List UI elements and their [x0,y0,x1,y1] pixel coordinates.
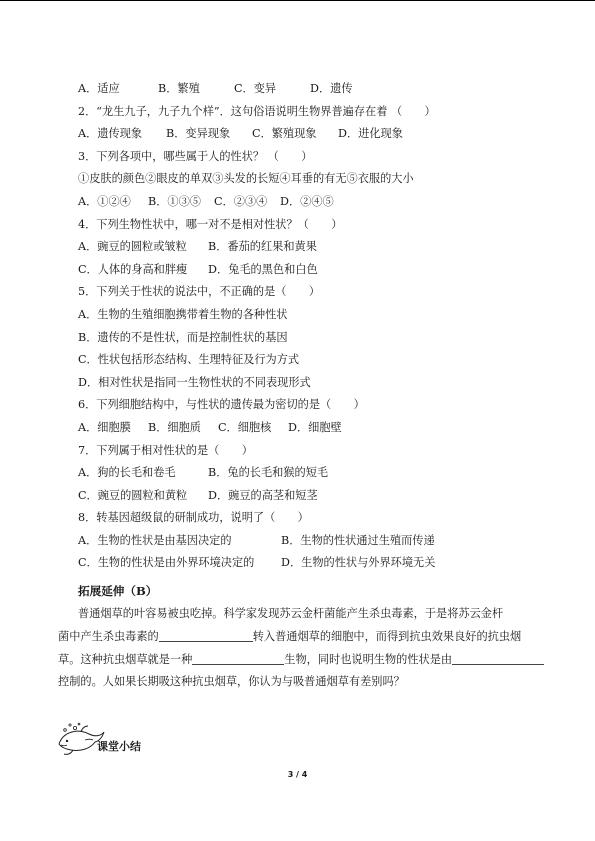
question-list [78,78,518,575]
question-line: B．遗传的不是性状，而是控制性状的基因 [78,330,288,344]
extension-line-2-end: 转入普通烟草的细胞中，而得到抗虫效果良好的抗虫烟 [252,629,522,643]
answer-option[interactable]: B．①③⑤ [148,194,201,208]
option-row [78,236,518,259]
answer-option[interactable]: D．②④⑤ [280,194,334,208]
option-row [78,417,518,440]
extension-line-4: 控制的。人如果长期吸这种抗虫烟草，你认为与吸普通烟草有差别吗？ [58,675,405,689]
page-number: 3 / 4 [287,770,308,779]
option-row [78,530,518,553]
option-row [78,259,518,282]
answer-option[interactable]: D．遗传 [310,82,353,95]
question-line: ①皮肤的颜色②眼皮的单双③头发的长短④耳垂的有无⑤衣服的大小 [78,172,414,186]
extension-paragraph [58,603,522,694]
answer-option[interactable]: C．②③④ [214,194,268,208]
page-top-rule [0,0,595,1]
answer-option[interactable]: A．生物的性状是由基因决定的 [78,533,232,547]
answer-option[interactable]: A．狗的长毛和卷毛 [78,466,176,480]
question-line: 8．转基因超级鼠的研制成功，说明了（ ） [78,511,309,525]
answer-option[interactable]: D．兔毛的黑色和白色 [208,262,318,276]
answer-option[interactable]: A．豌豆的圆粒或皱粒 [78,240,187,254]
answer-option[interactable]: A．①②④ [78,194,131,208]
extension-line-3-mid: 生物，同时也说明生物的性状是由 [284,652,453,666]
answer-blank-2[interactable] [192,650,284,665]
answer-option[interactable]: B．细胞质 [148,420,201,434]
answer-option[interactable]: B．番茄的红果和黄果 [208,240,317,254]
question-line: C．性状包括形态结构、生理特征及行为方式 [78,353,300,367]
answer-option[interactable]: B．变异现象 [166,127,231,141]
answer-blank-1[interactable] [159,627,253,642]
answer-option[interactable]: D．进化现象 [338,127,403,141]
extension-line-3-start: 草。这种抗虫烟草就是一种 [58,652,193,666]
question-line: 4．下列生物性状中，哪一对不是相对性状？（ ） [78,217,343,231]
question-line: 5．下列关于性状的说法中，不正确的是（ ） [78,285,321,299]
class-summary [55,722,141,756]
option-row [78,462,518,485]
answer-option[interactable]: D．细胞壁 [288,420,342,434]
answer-option[interactable]: B．繁殖 [158,82,200,95]
extension-line-1: 普通烟草的叶容易被虫吃掉。科学家发现苏云金杆菌能产生杀虫毒素，于是将苏云金杆 [78,607,504,620]
answer-option[interactable]: C．变异 [234,82,277,95]
answer-option[interactable]: A．适应 [78,82,120,95]
question-line: 3．下列各项中，哪些属于人的性状？ （ ） [78,149,313,163]
answer-option[interactable]: B．兔的长毛和猴的短毛 [208,466,329,480]
answer-option[interactable]: A．遗传现象 [78,127,143,141]
answer-option[interactable]: C．生物的性状是由外界环境决定的 [78,556,255,570]
question-line: 7．下列属于相对性状的是（ ） [78,443,253,457]
extension-line-3 [58,649,518,672]
answer-option[interactable]: C．细胞核 [218,420,272,434]
answer-option[interactable]: D．豌豆的高茎和短茎 [208,488,318,502]
option-row [78,78,518,101]
answer-option[interactable]: C．人体的身高和胖瘦 [78,262,188,276]
answer-option[interactable]: B．生物的性状通过生殖而传递 [281,533,435,547]
question-line: 2．“龙生九子，九子九个样”．这句俗语说明生物界普遍存在着 （ ） [78,104,436,118]
question-line: D．相对性状是指同一生物性状的不同表现形式 [78,375,311,389]
option-row [78,191,518,214]
answer-option[interactable]: C．豌豆的圆粒和黄粒 [78,488,188,502]
answer-blank-3[interactable] [452,650,544,665]
option-row [78,485,518,508]
question-line: 6．下列细胞结构中，与性状的遗传最为密切的是（ ） [78,398,365,412]
extension-line-2 [58,626,522,649]
summary-label: 课堂小结 [97,740,141,753]
option-row [78,123,518,146]
answer-option[interactable]: A．细胞膜 [78,420,131,434]
answer-option[interactable]: C．繁殖现象 [252,127,317,141]
option-row [78,552,518,575]
extension-line-2-start: 菌中产生杀虫毒素的 [58,629,159,643]
question-line: A．生物的生殖细胞携带着生物的各种性状 [78,307,288,321]
answer-option[interactable]: D．生物的性状与外界环境无关 [281,556,436,570]
extension-title: 拓展延伸（B） [78,584,158,598]
